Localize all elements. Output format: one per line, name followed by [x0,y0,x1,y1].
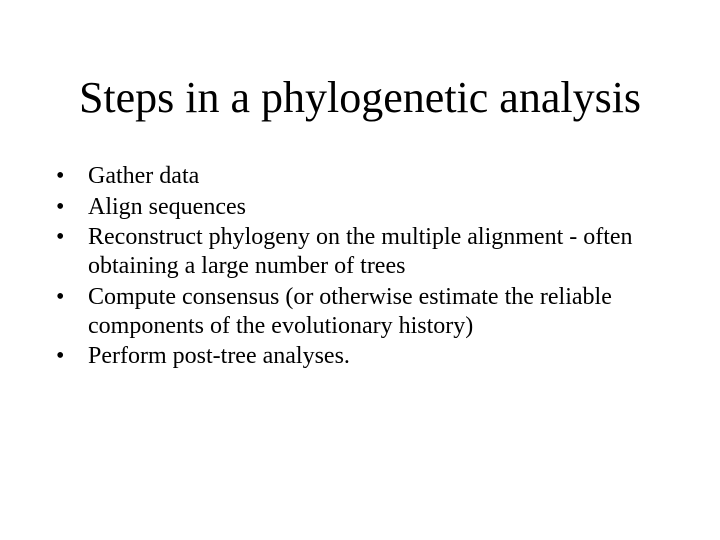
list-item [56,342,686,371]
bullet-text: Gather data [88,163,200,189]
bullet-icon: • [56,224,65,250]
bullet-text: Reconstruct phylogeny on the multiple alignment - often obtaining a large number of trees [88,224,633,279]
slide-title: Steps in a phylogenetic analysis [78,73,642,122]
list-item [56,193,686,222]
bullet-text: Perform post-tree analyses. [88,343,350,369]
bullet-icon: • [56,283,65,310]
bullet-text: Align sequences [88,193,246,220]
bullet-icon: • [56,343,65,369]
bullet-icon: • [56,163,65,189]
list-item [56,223,686,281]
list-item [56,162,686,191]
bullet-icon: • [56,193,65,220]
bullet-list [56,162,686,373]
list-item [56,283,686,341]
bullet-text: Compute consensus (or otherwise estimate the reliable components of the evolutionary history) [88,283,612,339]
